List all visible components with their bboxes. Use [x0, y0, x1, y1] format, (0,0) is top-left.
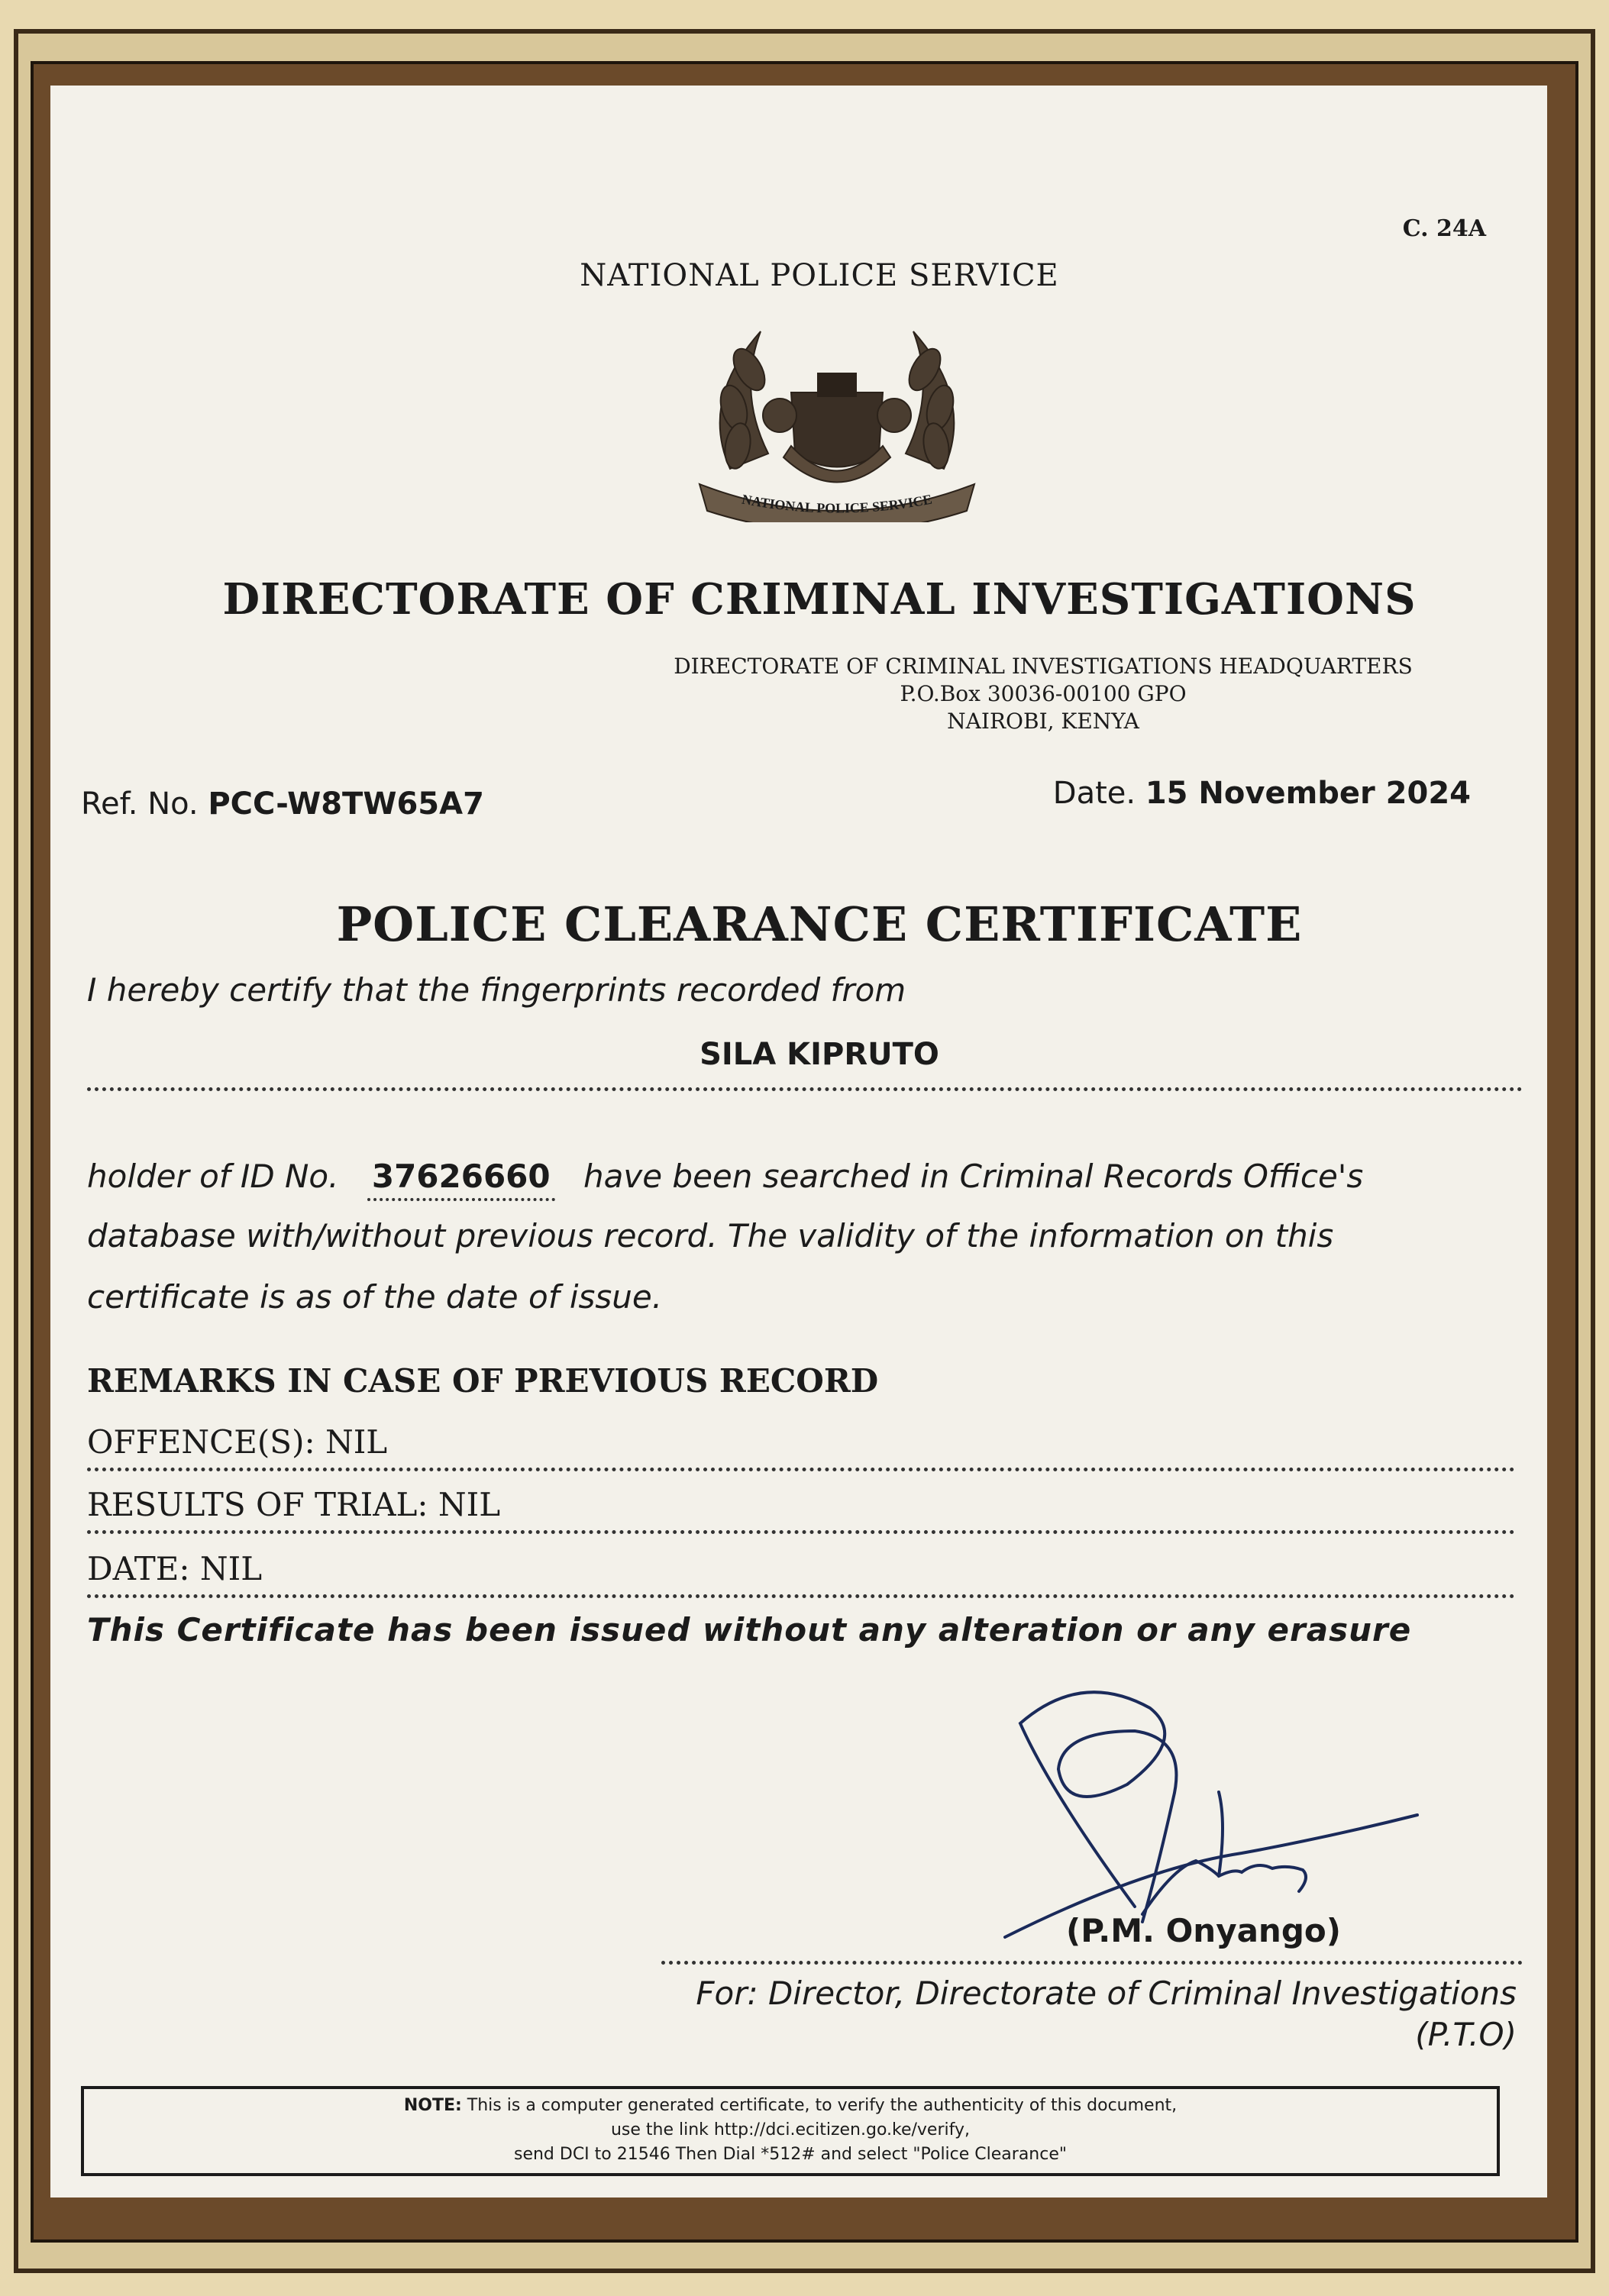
- note-label: NOTE:: [403, 2096, 462, 2115]
- signatory-title: For: Director, Directorate of Criminal Investigations: [696, 1975, 1517, 2012]
- record-date: DATE: NIL: [87, 1550, 263, 1587]
- id-number: 37626660: [367, 1158, 555, 1201]
- reference-value: PCC-W8TW65A7: [208, 786, 484, 822]
- signature-dotted-line: [661, 1961, 1523, 1965]
- date-dotted-line: [87, 1594, 1515, 1598]
- certificate-title: POLICE CLEARANCE CERTIFICATE: [336, 896, 1303, 952]
- reference-number: [81, 786, 484, 822]
- id-prefix: holder of ID No.: [87, 1158, 339, 1195]
- offences-dotted-line: [87, 1468, 1515, 1471]
- form-code: C. 24A: [1402, 215, 1486, 242]
- reference-label: Ref. No.: [81, 786, 199, 822]
- offences: OFFENCE(S): NIL: [87, 1423, 388, 1461]
- signatory-name: (P.M. Onyango): [1066, 1912, 1341, 1949]
- please-turn-over: (P.T.O): [1415, 2016, 1517, 2053]
- verification-note-box: [81, 2086, 1500, 2176]
- note-line1: [84, 2094, 1497, 2118]
- holder-name: SILA KIPRUTO: [699, 1037, 939, 1072]
- emblem-ribbon-text: NATIONAL POLICE SERVICE: [740, 491, 934, 516]
- remarks-heading: REMARKS IN CASE OF PREVIOUS RECORD: [87, 1362, 879, 1400]
- name-dotted-line: [87, 1087, 1523, 1091]
- id-suffix: have been searched in Criminal Records Office's: [583, 1158, 1364, 1195]
- note-text1: This is a computer generated certificate, to verify the authenticity of this document,: [467, 2096, 1178, 2115]
- police-emblem-icon: [677, 301, 997, 522]
- note-line2: use the link http://dci.ecitizen.go.ke/verify,: [610, 2120, 970, 2139]
- trial-dotted-line: [87, 1530, 1515, 1534]
- no-alteration-statement: This Certificate has been issued without any alteration or any erasure: [87, 1611, 1412, 1649]
- trial-results: RESULTS OF TRIAL: NIL: [87, 1486, 501, 1523]
- id-line: [87, 1158, 1363, 1201]
- agency-name: NATIONAL POLICE SERVICE: [580, 258, 1059, 293]
- hq-address-line1: DIRECTORATE OF CRIMINAL INVESTIGATIONS HEADQUARTERS: [674, 654, 1413, 679]
- body-line2: database with/without previous record. The validity of the information on this: [87, 1217, 1334, 1255]
- certify-intro: I hereby certify that the fingerprints recorded from: [87, 971, 906, 1009]
- hq-address-line2: P.O.Box 30036-00100 GPO: [900, 681, 1187, 706]
- certificate-paper: [50, 86, 1547, 2198]
- body-line3: certificate is as of the date of issue.: [87, 1278, 663, 1316]
- issue-date: [1053, 776, 1471, 811]
- note-line3: send DCI to 21546 Then Dial *512# and select "Police Clearance": [513, 2145, 1067, 2164]
- hq-address-line3: NAIROBI, KENYA: [947, 709, 1139, 734]
- date-value: 15 November 2024: [1145, 776, 1471, 811]
- directorate-title: DIRECTORATE OF CRIMINAL INVESTIGATIONS: [222, 574, 1417, 625]
- date-label: Date.: [1052, 776, 1136, 811]
